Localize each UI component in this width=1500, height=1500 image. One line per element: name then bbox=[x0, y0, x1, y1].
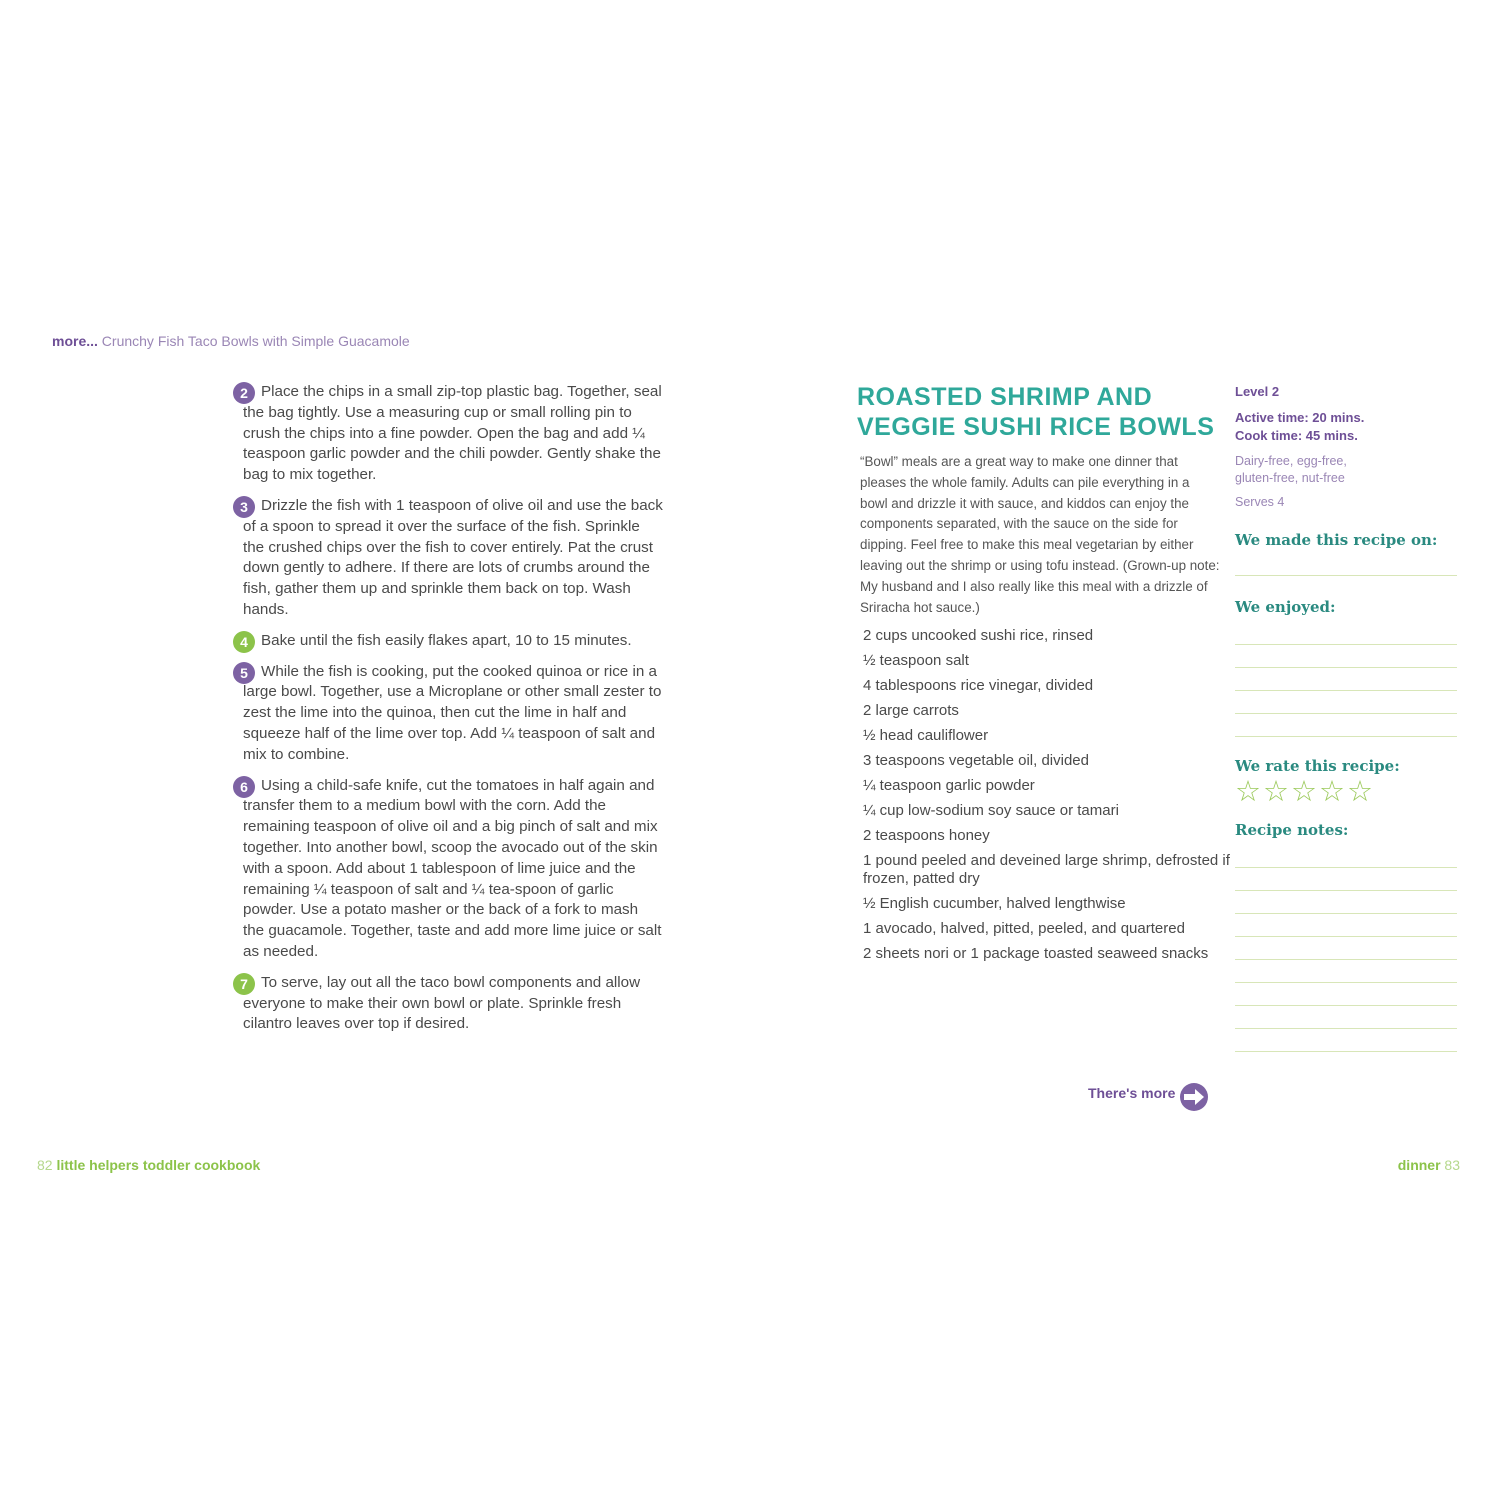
notes-line[interactable] bbox=[1235, 1028, 1457, 1029]
rate-label: We rate this recipe: bbox=[1235, 757, 1400, 775]
ingredient-item: 4 tablespoons rice vinegar, divided bbox=[863, 677, 1094, 694]
step-text: Place the chips in a small zip-top plastic bag. Together, seal the bag tightly. Use a measuring cup or small rolling pin to crush the chips into a fine powder. Open the bag and add ¼ teaspoon garlic powder and the chili powder. Gently shake the bag to mix together. bbox=[243, 383, 662, 484]
theres-more-label: There's more bbox=[1088, 1085, 1176, 1101]
notes-line[interactable] bbox=[1235, 913, 1457, 914]
active-time: Active time: 20 mins. bbox=[1235, 410, 1365, 425]
method-step bbox=[233, 496, 663, 621]
arrow-right-icon[interactable] bbox=[1180, 1083, 1208, 1111]
difficulty-level: Level 2 bbox=[1235, 384, 1280, 399]
enjoyed-line[interactable] bbox=[1235, 736, 1457, 737]
serves: Serves 4 bbox=[1235, 495, 1285, 509]
diet-info: Dairy-free, egg-free, gluten-free, nut-free bbox=[1235, 454, 1347, 485]
enjoyed-line[interactable] bbox=[1235, 713, 1457, 714]
ingredient-item: 2 sheets nori or 1 package toasted seaweed snacks bbox=[863, 945, 1209, 962]
notes-line[interactable] bbox=[1235, 982, 1457, 983]
method-step bbox=[233, 631, 663, 652]
star-rating[interactable]: ☆☆☆☆☆ bbox=[1235, 776, 1375, 808]
notes-line[interactable] bbox=[1235, 959, 1457, 960]
enjoyed-line[interactable] bbox=[1235, 644, 1457, 645]
ingredient-item: 3 teaspoons vegetable oil, divided bbox=[863, 752, 1089, 769]
ingredient-item: 1 avocado, halved, pitted, peeled, and quartered bbox=[863, 920, 1185, 937]
step-text: Drizzle the fish with 1 teaspoon of olive oil and use the back of a spoon to spread it over the surface of the fish. Sprinkle the crushed chips over the fish to cover entirely. Pat the crust down gently to adhere. If there are lots of crumbs around the fish, gather them up and sprinkle them back on top. Wash hands. bbox=[243, 496, 663, 618]
step-number-badge: 2 bbox=[233, 382, 255, 404]
notes-line[interactable] bbox=[1235, 1051, 1457, 1052]
page-number-left: 82 bbox=[37, 1157, 53, 1173]
notes-line[interactable] bbox=[1235, 1005, 1457, 1006]
method-step bbox=[233, 973, 663, 1035]
running-header bbox=[52, 333, 410, 349]
ingredients-list bbox=[863, 627, 1233, 970]
step-number-badge: 6 bbox=[233, 776, 255, 798]
enjoyed-label: We enjoyed: bbox=[1235, 598, 1336, 616]
step-number-badge: 7 bbox=[233, 973, 255, 995]
ingredient-item: ¼ cup low-sodium soy sauce or tamari bbox=[863, 802, 1119, 819]
method-step bbox=[233, 382, 663, 486]
recipe-sidebar bbox=[1235, 384, 1460, 1052]
footer-right bbox=[1398, 1157, 1460, 1173]
book-title: little helpers toddler cookbook bbox=[56, 1157, 261, 1173]
step-text: Bake until the fish easily flakes apart, 10 to 15 minutes. bbox=[261, 631, 632, 649]
method-step bbox=[233, 776, 663, 963]
made-on-label: We made this recipe on: bbox=[1235, 531, 1438, 549]
step-number-badge: 3 bbox=[233, 496, 255, 518]
notes-line[interactable] bbox=[1235, 890, 1457, 891]
step-number-badge: 4 bbox=[233, 631, 255, 653]
made-on-line[interactable] bbox=[1235, 575, 1457, 576]
step-text: While the fish is cooking, put the cooked quinoa or rice in a large bowl. Together, use a Microplane or other small zester to zest the lime into the quinoa, then cut the lime in half and squeeze half of the lime over top. Add ¼ teaspoon of salt and mix to combine. bbox=[243, 662, 662, 763]
running-header-more: more... bbox=[52, 333, 98, 349]
section-name: dinner bbox=[1397, 1157, 1441, 1173]
recipe-intro: “Bowl” meals are a great way to make one dinner that pleases the whole family. Adults can pile everything in a bowl and drizzle it with sauce, and kiddos can enjoy the components separated, with the sauce on the side for dipping. Feel free to make this meal vegetarian by either leaving out the shrimp or using tofu instead. (Grown-up note: My husband and I also really like this meal with a drizzle of Sriracha hot sauce.) bbox=[860, 454, 1220, 615]
running-header-title: Crunchy Fish Taco Bowls with Simple Guacamole bbox=[101, 333, 410, 349]
ingredient-item: ½ head cauliflower bbox=[863, 727, 989, 744]
ingredient-item: ½ English cucumber, halved lengthwise bbox=[863, 895, 1126, 912]
recipe-title: ROASTED SHRIMP AND VEGGIE SUSHI RICE BOWLS bbox=[857, 383, 1215, 441]
footer-left bbox=[37, 1157, 260, 1173]
enjoyed-line[interactable] bbox=[1235, 667, 1457, 668]
cook-time: Cook time: 45 mins. bbox=[1235, 428, 1358, 443]
notes-line[interactable] bbox=[1235, 936, 1457, 937]
ingredient-item: ½ teaspoon salt bbox=[863, 652, 969, 669]
page-number-right: 83 bbox=[1444, 1157, 1460, 1173]
step-text: To serve, lay out all the taco bowl components and allow everyone to make their own bowl or plate. Sprinkle fresh cilantro leaves over top if desired. bbox=[243, 973, 641, 1033]
notes-line[interactable] bbox=[1235, 867, 1457, 868]
ingredient-item: ¼ teaspoon garlic powder bbox=[863, 777, 1035, 794]
step-number-badge: 5 bbox=[233, 662, 255, 684]
method-step bbox=[233, 662, 663, 766]
method-steps bbox=[233, 382, 663, 1045]
notes-label: Recipe notes: bbox=[1235, 821, 1349, 839]
ingredient-item: 2 large carrots bbox=[863, 702, 959, 719]
enjoyed-line[interactable] bbox=[1235, 690, 1457, 691]
step-text: Using a child-safe knife, cut the tomatoes in half again and transfer them to a medium bowl with the corn. Add the remaining teaspoon of olive oil and a big pinch of salt and mix together. Into another bowl, scoop the avocado out of the skin with a spoon. Add about 1 tablespoon of lime juice and the remaining ¼ teaspoon of salt and ¼ tea-spoon of garlic powder. Use a potato masher or the back of a fork to mash the guacamole. Together, taste and add more lime juice or salt as needed. bbox=[243, 776, 662, 960]
ingredient-item: 1 pound peeled and deveined large shrimp, defrosted if frozen, patted dry bbox=[863, 852, 1230, 887]
ingredient-item: 2 teaspoons honey bbox=[863, 827, 990, 844]
ingredient-item: 2 cups uncooked sushi rice, rinsed bbox=[863, 627, 1094, 644]
